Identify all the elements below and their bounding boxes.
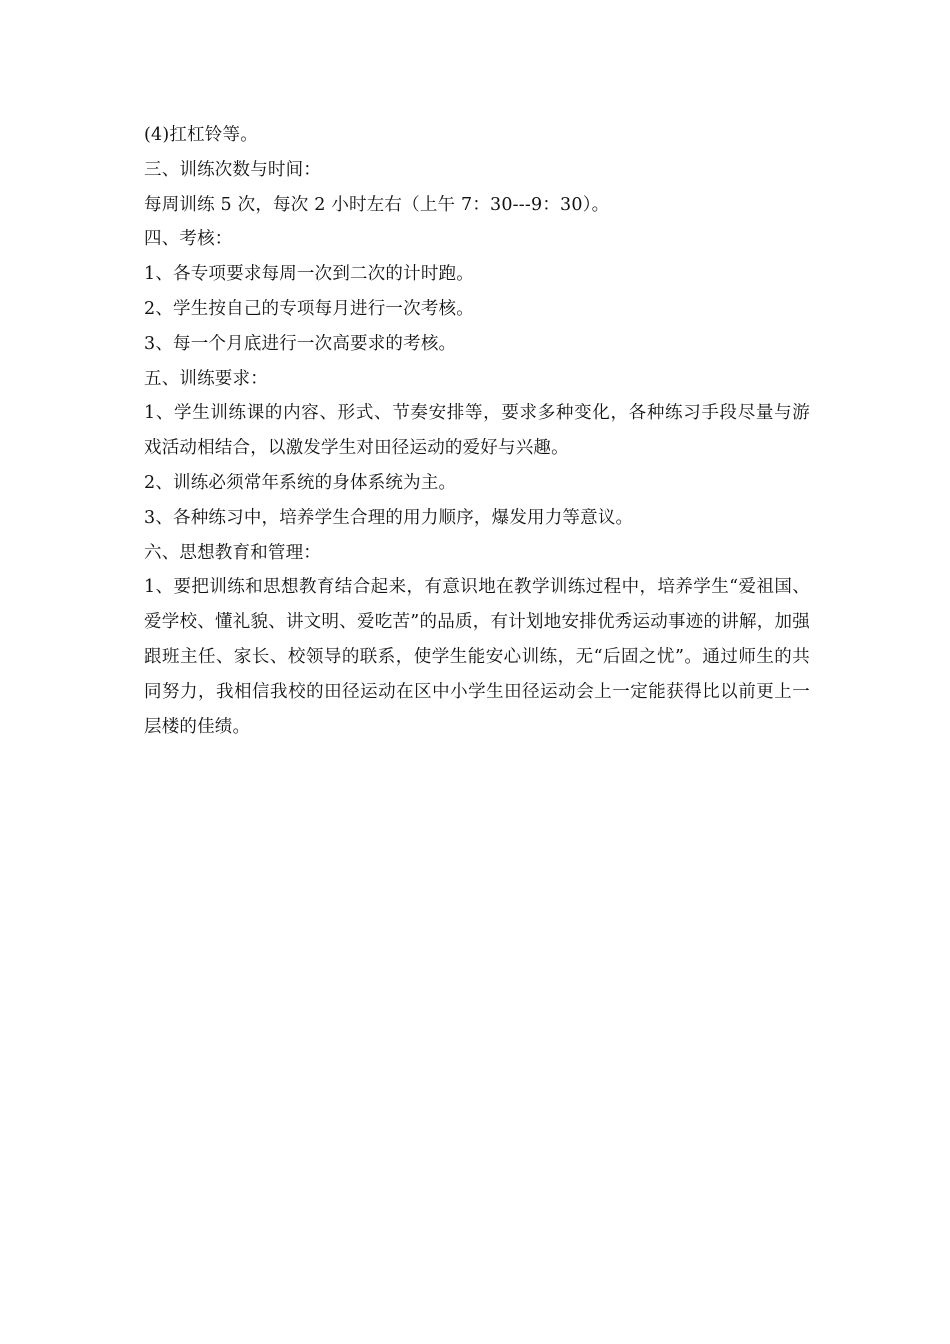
list-item-requirement-1: 1、学生训练课的内容、形式、节奏安排等，要求多种变化，各种练习手段尽量与游戏活动相结合，以激发学生对田径运动的爱好与兴趣。 (144, 403, 810, 459)
list-item-education-1: 1、要把训练和思想教育结合起来，有意识地在教学训练过程中，培养学生“爱祖国、爱学校、懂礼貌、讲文明、爱吃苦”的品质，有计划地安排优秀运动事迹的讲解，加强跟班主任、家长、校领导的联系，使学生能安心训练，无“后固之忧”。通过师生的共同努力，我相信我校的田径运动在区中小学生田径运动会上一定能获得比以前更上一层楼的佳绩。 (144, 577, 810, 737)
list-item-requirement-2: 2、训练必须常年系统的身体系统为主。 (144, 472, 457, 493)
section-heading-assessment: 四、考核： (144, 229, 233, 250)
paragraph-schedule: 每周训练 5 次，每次 2 小时左右（上午 7：30---9：30）。 (144, 194, 610, 215)
document-body (144, 118, 810, 744)
list-item-assessment-3: 3、每一个月底进行一次高要求的考核。 (144, 333, 457, 354)
list-item-assessment-2: 2、学生按自己的专项每月进行一次考核。 (144, 298, 474, 319)
section-heading-training-requirements: 五、训练要求： (144, 368, 268, 389)
list-item-barbell: (4)扛杠铃等。 (144, 125, 258, 145)
section-heading-education-management: 六、思想教育和管理： (144, 542, 321, 563)
section-heading-training-schedule: 三、训练次数与时间： (144, 159, 321, 180)
list-item-assessment-1: 1、各专项要求每周一次到二次的计时跑。 (144, 264, 474, 285)
list-item-requirement-3: 3、各种练习中，培养学生合理的用力顺序，爆发用力等意议。 (144, 507, 634, 528)
